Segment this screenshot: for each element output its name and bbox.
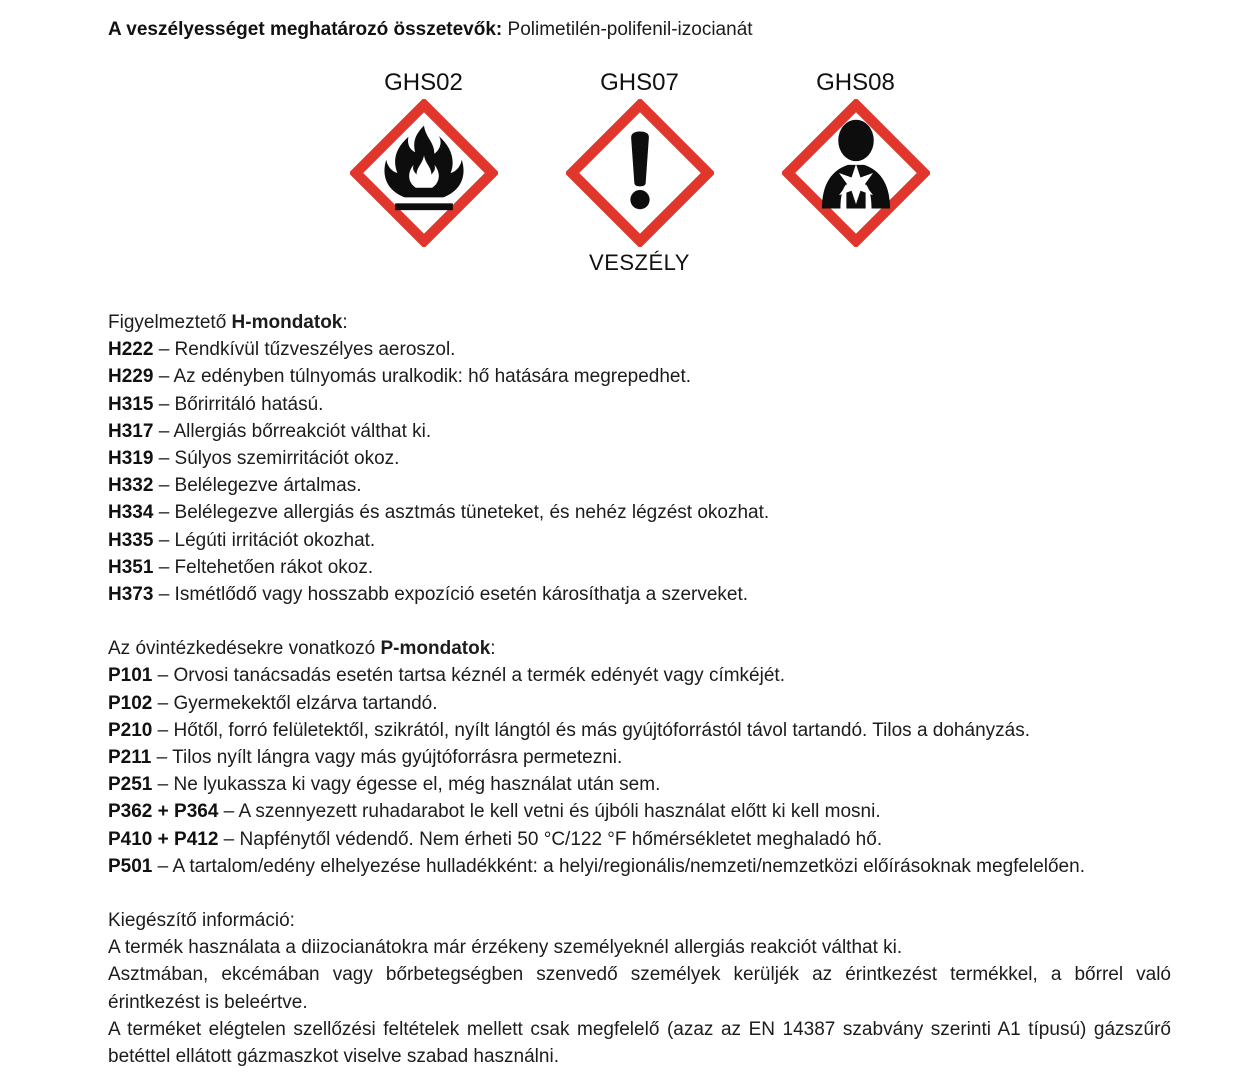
p-statement-row <box>108 826 1171 853</box>
statement-separator: – <box>152 774 174 796</box>
ghs-pictogram-row <box>108 69 1171 276</box>
h-heading-suffix: : <box>342 312 348 333</box>
p-statement-row <box>108 717 1171 744</box>
hazard-components-label: A veszélyességet meghatározó összetevők: <box>108 19 503 40</box>
statement-code: H332 <box>108 475 154 497</box>
statement-code: P251 <box>108 774 153 796</box>
supplementary-paragraph-2: Asztmában, ekcémában vagy bőrbetegségben szenvedő személyek kerüljék az érintkezést termékkel, a bőrrel való érintkezést is beleértve. <box>108 964 1171 1013</box>
supplementary-heading: Kiegészítő információ: <box>108 910 295 932</box>
h-statements-section <box>108 309 1171 608</box>
statement-text: Belélegezve allergiás és asztmás tüneteket, és nehéz légzést okozhat. <box>174 502 770 524</box>
statement-code: H319 <box>108 448 154 470</box>
ghs07-label: GHS07 <box>600 69 679 96</box>
statement-code: P501 <box>108 855 153 877</box>
statement-text: Napfénytől védendő. Nem érheti 50 °C/122 °F hőmérsékletet meghaladó hő. <box>239 828 883 850</box>
statement-separator: – <box>153 475 175 497</box>
ghs-pictogram-ghs02 <box>348 69 500 247</box>
p-heading-prefix: Az óvintézkedésekre vonatkozó <box>108 638 381 660</box>
p-statement-row <box>108 798 1171 825</box>
statement-code: H222 <box>108 339 154 361</box>
signal-word: VESZÉLY <box>589 250 690 275</box>
h-statement-row <box>108 445 1171 472</box>
statement-code: H229 <box>108 366 154 388</box>
statement-separator: – <box>153 556 175 578</box>
statement-code: P210 <box>108 719 153 741</box>
statement-separator: – <box>153 529 175 551</box>
statement-text: Bőrirritáló hatású. <box>174 393 324 415</box>
statement-separator: – <box>153 448 175 470</box>
ghs-pictogram-ghs07 <box>564 69 716 276</box>
ghs-pictogram-ghs08 <box>780 69 932 247</box>
statement-text: Feltehetően rákot okoz. <box>174 556 374 578</box>
hazard-components-value: Polimetilén-polifenil-izocianát <box>502 19 753 40</box>
statement-separator: – <box>153 393 175 415</box>
statement-separator: – <box>151 747 173 769</box>
statement-code: P362 + P364 <box>108 801 219 823</box>
statement-code: H315 <box>108 393 154 415</box>
statement-text: A szennyezett ruhadarabot le kell vetni és újbóli használat előtt ki kell mosni. <box>238 801 881 823</box>
statement-code: P410 + P412 <box>108 828 219 850</box>
h-heading-bold: H-mondatok <box>231 312 343 333</box>
statement-text: Légúti irritációt okozhat. <box>174 529 376 551</box>
statement-code: P101 <box>108 665 153 687</box>
statement-text: Ismétlődő vagy hosszabb expozíció esetén károsíthatja a szerveket. <box>174 584 749 606</box>
h-statement-row <box>108 363 1171 390</box>
p-statements-section <box>108 635 1171 880</box>
supplementary-section <box>108 907 1171 1070</box>
statement-separator: – <box>153 339 175 361</box>
statement-text: A tartalom/edény elhelyezése hulladékként: a helyi/regionális/nemzeti/nemzetközi előírásoknak megfelelően. <box>172 855 1085 877</box>
statement-separator: – <box>152 692 174 714</box>
h-statement-row <box>108 336 1171 363</box>
ghs08-label: GHS08 <box>816 69 895 96</box>
statement-separator: – <box>153 420 174 442</box>
statement-text: Hőtől, forró felületektől, szikrától, nyílt lángtól és más gyújtóforrástól távol tartandó. Tilos a dohányzás. <box>173 719 1030 741</box>
h-statement-row <box>108 391 1171 418</box>
statement-text: Az edényben túlnyomás uralkodik: hő hatására megrepedhet. <box>173 366 692 388</box>
h-statement-row <box>108 581 1171 608</box>
statement-code: H317 <box>108 420 154 442</box>
h-statement-row <box>108 418 1171 445</box>
supplementary-paragraph-3: A terméket elégtelen szellőzési feltételek mellett csak megfelelő (azaz az EN 14387 szabvány szerinti A1 típusú) gázszűrő betéttel ellátott gázmaszkot viselve szabad használni. <box>108 1018 1171 1068</box>
statement-separator: – <box>152 719 174 741</box>
statement-text: Gyermekektől elzárva tartandó. <box>173 692 438 714</box>
statement-separator: – <box>152 855 173 877</box>
h-statement-row <box>108 499 1171 526</box>
ghs02-label: GHS02 <box>384 69 463 96</box>
h-statement-row <box>108 554 1171 581</box>
p-statement-row <box>108 771 1171 798</box>
h-statement-row <box>108 472 1171 499</box>
p-statements-heading <box>108 635 1171 662</box>
statement-separator: – <box>218 828 240 850</box>
statement-text: Orvosi tanácsadás esetén tartsa kéznél a termék edényét vagy címkéjét. <box>173 665 785 687</box>
statement-text: Allergiás bőrreakciót válthat ki. <box>173 420 432 442</box>
exclamation-icon <box>566 99 714 247</box>
statement-separator: – <box>153 584 175 606</box>
statement-separator: – <box>153 366 174 388</box>
statement-code: H351 <box>108 556 154 578</box>
p-statement-row <box>108 744 1171 771</box>
h-statements-heading <box>108 309 1171 336</box>
statement-text: Ne lyukassza ki vagy égesse el, még használat után sem. <box>173 774 661 796</box>
statement-text: Rendkívül tűzveszélyes aeroszol. <box>174 339 456 361</box>
statement-separator: – <box>218 801 239 823</box>
statement-code: H334 <box>108 502 154 524</box>
statement-code: P211 <box>108 747 152 769</box>
statement-code: H335 <box>108 529 154 551</box>
statement-code: P102 <box>108 692 153 714</box>
health-hazard-icon <box>782 99 930 247</box>
p-heading-suffix: : <box>490 638 496 660</box>
p-heading-bold: P-mondatok <box>380 638 491 660</box>
supplementary-paragraph-1: A termék használata a diizocianátokra már érzékeny személyeknél allergiás reakciót válthat ki. <box>108 937 903 959</box>
statement-separator: – <box>152 665 174 687</box>
statement-text: Tilos nyílt lángra vagy más gyújtóforrásra permetezni. <box>172 747 623 769</box>
p-statement-row <box>108 662 1171 689</box>
h-statement-row <box>108 527 1171 554</box>
statement-text: Belélegezve ártalmas. <box>174 475 362 497</box>
statement-code: H373 <box>108 584 154 606</box>
h-heading-prefix: Figyelmeztető <box>108 312 232 333</box>
p-statement-row <box>108 690 1171 717</box>
flame-icon <box>350 99 498 247</box>
statement-text: Súlyos szemirritációt okoz. <box>174 448 400 470</box>
statement-separator: – <box>153 502 175 524</box>
page-title <box>108 16 1171 43</box>
p-statement-row <box>108 853 1171 880</box>
